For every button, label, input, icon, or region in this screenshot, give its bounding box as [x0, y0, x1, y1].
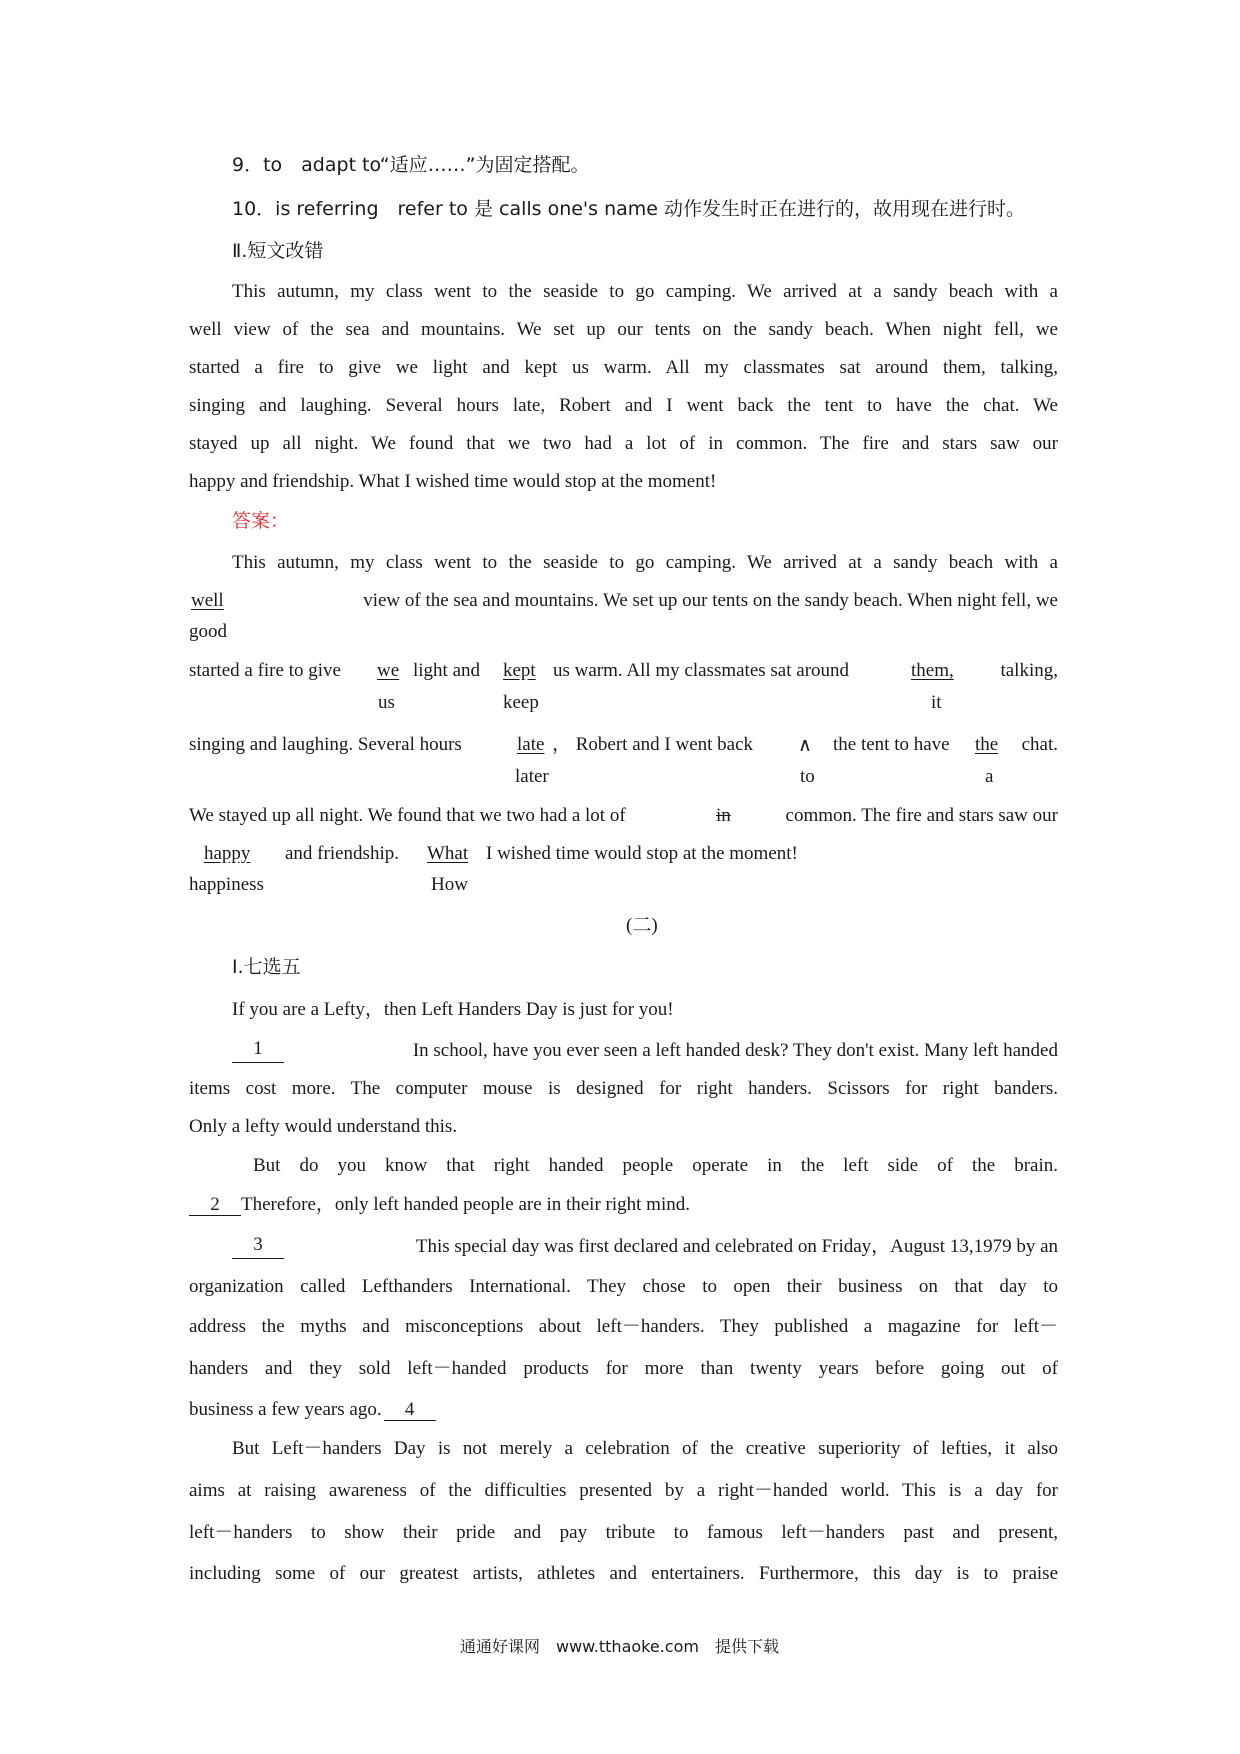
reading-intro: If you are a Lefty，then Left Handers Day is just for you!	[232, 999, 674, 1020]
error-word: kept	[503, 660, 536, 681]
line-text: light and	[413, 660, 481, 681]
line-text: business a few years ago.	[189, 1399, 382, 1420]
answer-line-9: 9．to adapt to“适应……”为固定搭配。	[232, 154, 590, 176]
passage-line-1: This autumn, my class went to the seaside to go camping. We arrived at a sandy beach with a	[232, 281, 1058, 302]
correction-word: happiness	[189, 874, 264, 895]
line-text: view of the sea and mountains. We set up our tents on the sandy beach. When night fell, we	[363, 590, 1058, 611]
answer-line-10: 10．is referring refer to 是 calls one's name 动作发生时正在进行的，故用现在进行时。	[232, 198, 1026, 220]
error-word: them,	[911, 660, 954, 681]
line-text: common. The fire and stars saw our	[785, 805, 1058, 826]
reading-para-3-line-3: address the myths and misconceptions about left－handers. They published a magazine for left－	[189, 1316, 1058, 1337]
blank-4: 4	[384, 1400, 436, 1421]
passage-line-5: stayed up all night. We found that we two had a lot of in common. The fire and stars saw our	[189, 433, 1058, 454]
section-title-error-correction: Ⅱ.短文改错	[232, 240, 324, 262]
error-word: What	[427, 843, 469, 864]
passage-line-6: happy and friendship. What I wished time would stop at the moment!	[189, 471, 717, 492]
reading-para-4-line-4: including some of our greatest artists, athletes and entertainers. Furthermore, this day is to praise	[189, 1563, 1058, 1584]
correction-word: keep	[503, 692, 539, 713]
error-word: late	[517, 734, 545, 755]
line-text: In school, have you ever seen a left handed desk? They don't exist. Many left handed	[412, 1040, 1058, 1061]
error-word: happy	[204, 843, 251, 864]
line-text: Therefore，only left handed people are in their right mind.	[241, 1194, 690, 1215]
line-text: This special day was first declared and celebrated on Friday，August 13,1979 by an	[415, 1236, 1058, 1257]
line-text: We stayed up all night. We found that we two had a lot of	[189, 805, 626, 826]
reading-para-4-line-1: But Left－handers Day is not merely a celebration of the creative superiority of lefties, it also	[232, 1438, 1058, 1459]
line-text: started a fire to give	[189, 660, 341, 681]
passage-line-3: started a fire to give we light and kept us warm. All my classmates sat around them, talking,	[189, 357, 1058, 378]
passage-line-2: well view of the sea and mountains. We set up our tents on the sandy beach. When night fell, we	[189, 319, 1058, 340]
reading-para-3-line-4: handers and they sold left－handed products for more than twenty years before going out of	[189, 1358, 1058, 1379]
correction-word: us	[378, 692, 395, 713]
line-text: the tent to have	[833, 734, 950, 755]
reading-para-1-line-1	[232, 1039, 1058, 1063]
reading-para-3-line-1	[232, 1235, 1058, 1259]
correction-word: good	[189, 621, 227, 642]
reading-para-1-line-3: Only a lefty would understand this.	[189, 1116, 458, 1137]
line-text: singing and laughing. Several hours	[189, 734, 462, 755]
reading-para-3-line-5	[189, 1398, 436, 1422]
reading-para-2-line-1: But do you know that right handed people operate in the left side of the brain.	[253, 1155, 1058, 1176]
reading-para-3-line-2: organization called Lefthanders International. They chose to open their business on that day to	[189, 1276, 1058, 1297]
line-text: talking,	[1000, 660, 1058, 681]
insert-mark: ∧	[798, 734, 812, 756]
correction-word: a	[985, 766, 994, 787]
line-text: ， Robert and I went back	[552, 734, 754, 755]
reading-para-2-line-2	[189, 1193, 690, 1217]
section-title-seven-choose-five: Ⅰ.七选五	[232, 956, 301, 978]
error-word: well	[191, 590, 224, 611]
error-word: we	[377, 660, 400, 681]
deleted-word: in	[716, 805, 731, 826]
line-text: and friendship.	[285, 843, 399, 864]
corrected-line-1: This autumn, my class went to the seaside to go camping. We arrived at a sandy beach with a	[232, 552, 1058, 573]
line-text: I wished time would stop at the moment!	[486, 843, 798, 864]
answer-label: 答案：	[232, 510, 290, 532]
correction-word: to	[800, 766, 815, 787]
part-heading: (二)	[626, 915, 658, 936]
line-text: us warm. All my classmates sat around	[553, 660, 850, 681]
blank-3: 3	[232, 1235, 284, 1259]
reading-para-4-line-3: left－handers to show their pride and pay tribute to famous left－handers past and present,	[189, 1522, 1058, 1543]
corrected-line-2	[191, 589, 1058, 613]
correction-word: later	[515, 766, 549, 787]
blank-1: 1	[232, 1039, 284, 1063]
correction-word: it	[931, 692, 942, 713]
correction-word: How	[431, 874, 468, 895]
reading-para-4-line-2: aims at raising awareness of the difficulties presented by a right－handed world. This is a day for	[189, 1480, 1058, 1501]
error-word: the	[975, 734, 999, 755]
reading-para-1-line-2: items cost more. The computer mouse is designed for right handers. Scissors for right banders.	[189, 1078, 1058, 1099]
passage-line-4: singing and laughing. Several hours late, Robert and I went back the tent to have the chat. We	[189, 395, 1058, 416]
blank-2: 2	[189, 1195, 241, 1216]
page-footer: 通通好课网 www.tthaoke.com 提供下载	[460, 1637, 779, 1656]
line-text: chat.	[1021, 734, 1058, 755]
